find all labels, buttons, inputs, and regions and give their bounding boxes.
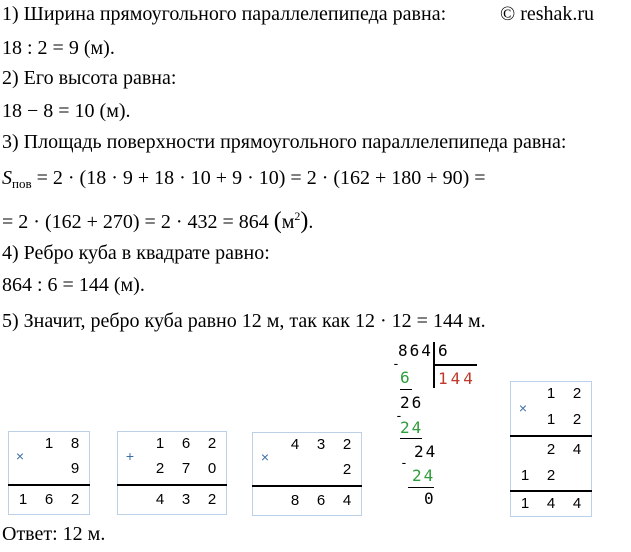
step2-title: 2) Его высота равна:	[2, 67, 177, 89]
digit: 1	[44, 435, 54, 452]
answer: Ответ: 12 м.	[2, 523, 106, 545]
digit: 1	[520, 467, 530, 484]
digit: 4	[572, 441, 582, 458]
long-division	[392, 342, 482, 512]
digit: 8	[70, 435, 80, 452]
step3-line2: = 2 · (162 + 270) = 2 · 432 = 864 $(м^2)$.	[2, 208, 314, 234]
digit: 2	[546, 441, 556, 458]
digit: 7	[181, 460, 191, 477]
digit: 2	[572, 385, 582, 402]
divisor: 6	[438, 341, 448, 360]
area-subscript: пов	[12, 176, 32, 191]
digit: 4	[342, 492, 352, 509]
digit: 2	[155, 460, 165, 477]
digit: 9	[70, 460, 80, 477]
column-addition	[117, 431, 229, 515]
digit: 4	[155, 491, 165, 508]
digit: 0	[207, 460, 217, 477]
unit-base: м	[281, 211, 295, 233]
step3-title: 3) Площадь поверхности прямоугольного параллелепипеда равна:	[2, 131, 567, 153]
digit: 1	[18, 491, 28, 508]
digit: 2	[207, 435, 217, 452]
digit: 3	[316, 436, 326, 453]
column-multiplication-2	[252, 432, 364, 516]
digit: 4	[290, 436, 300, 453]
subtrahend-3: 24	[412, 466, 436, 485]
watermark: © reshak.ru	[500, 3, 595, 25]
dividend: 864	[398, 341, 433, 360]
step3-line1	[2, 166, 486, 196]
step1-title: 1) Ширина прямоугольного параллелепипеда равна:	[2, 3, 447, 25]
column-multiplication-3	[510, 381, 592, 517]
subtrahend-2: 24	[400, 418, 424, 437]
step4-calc: 864 : 6 = 144 (м).	[2, 274, 145, 296]
step4-title: 4) Ребро куба в квадрате равно:	[2, 242, 270, 264]
digit: 4	[546, 495, 556, 512]
digit: 8	[290, 492, 300, 509]
minus-sign: -	[392, 357, 400, 372]
step3-expr1: = 2 · (18 · 9 + 18 · 10 + 9 · 10) = 2 · (162 + 180 + 90) =	[31, 167, 486, 189]
digit: 3	[181, 491, 191, 508]
digit: 1	[155, 435, 165, 452]
subtrahend-1: 6	[400, 368, 410, 387]
digit: 1	[546, 411, 556, 428]
digit: 4	[572, 495, 582, 512]
multiply-sign: ×	[260, 449, 270, 465]
digit: 2	[342, 436, 352, 453]
digit: 2	[207, 491, 217, 508]
minus-sign: -	[395, 409, 403, 424]
step3-expr2: = 2 · (162 + 270) = 2 · 432 = 864	[2, 211, 274, 233]
digit: 1	[520, 495, 530, 512]
multiply-sign: ×	[15, 448, 25, 464]
unit-exponent: 2	[294, 209, 301, 223]
remainder-1: 26	[400, 393, 424, 412]
step1-calc: 18 : 2 = 9 (м).	[2, 37, 115, 59]
column-multiplication-1	[8, 431, 92, 515]
digit: 2	[572, 411, 582, 428]
quotient: 144	[438, 369, 476, 388]
digit: 1	[546, 385, 556, 402]
remainder-2: 24	[414, 442, 438, 461]
digit: 2	[546, 467, 556, 484]
digit: 6	[44, 491, 54, 508]
digit: 6	[181, 435, 191, 452]
digit: 2	[342, 461, 352, 478]
step5-text: 5) Значит, ребро куба равно 12 м, так как 12 · 12 = 144 м.	[2, 310, 486, 332]
step3-period: .	[308, 211, 314, 233]
digit: 6	[316, 492, 326, 509]
minus-sign: -	[400, 456, 408, 471]
multiply-sign: ×	[518, 400, 528, 416]
final-remainder: 0	[424, 489, 434, 508]
plus-sign: +	[125, 448, 135, 464]
step2-calc: 18 − 8 = 10 (м).	[2, 100, 131, 122]
digit: 2	[70, 491, 80, 508]
area-symbol: S	[2, 167, 12, 189]
